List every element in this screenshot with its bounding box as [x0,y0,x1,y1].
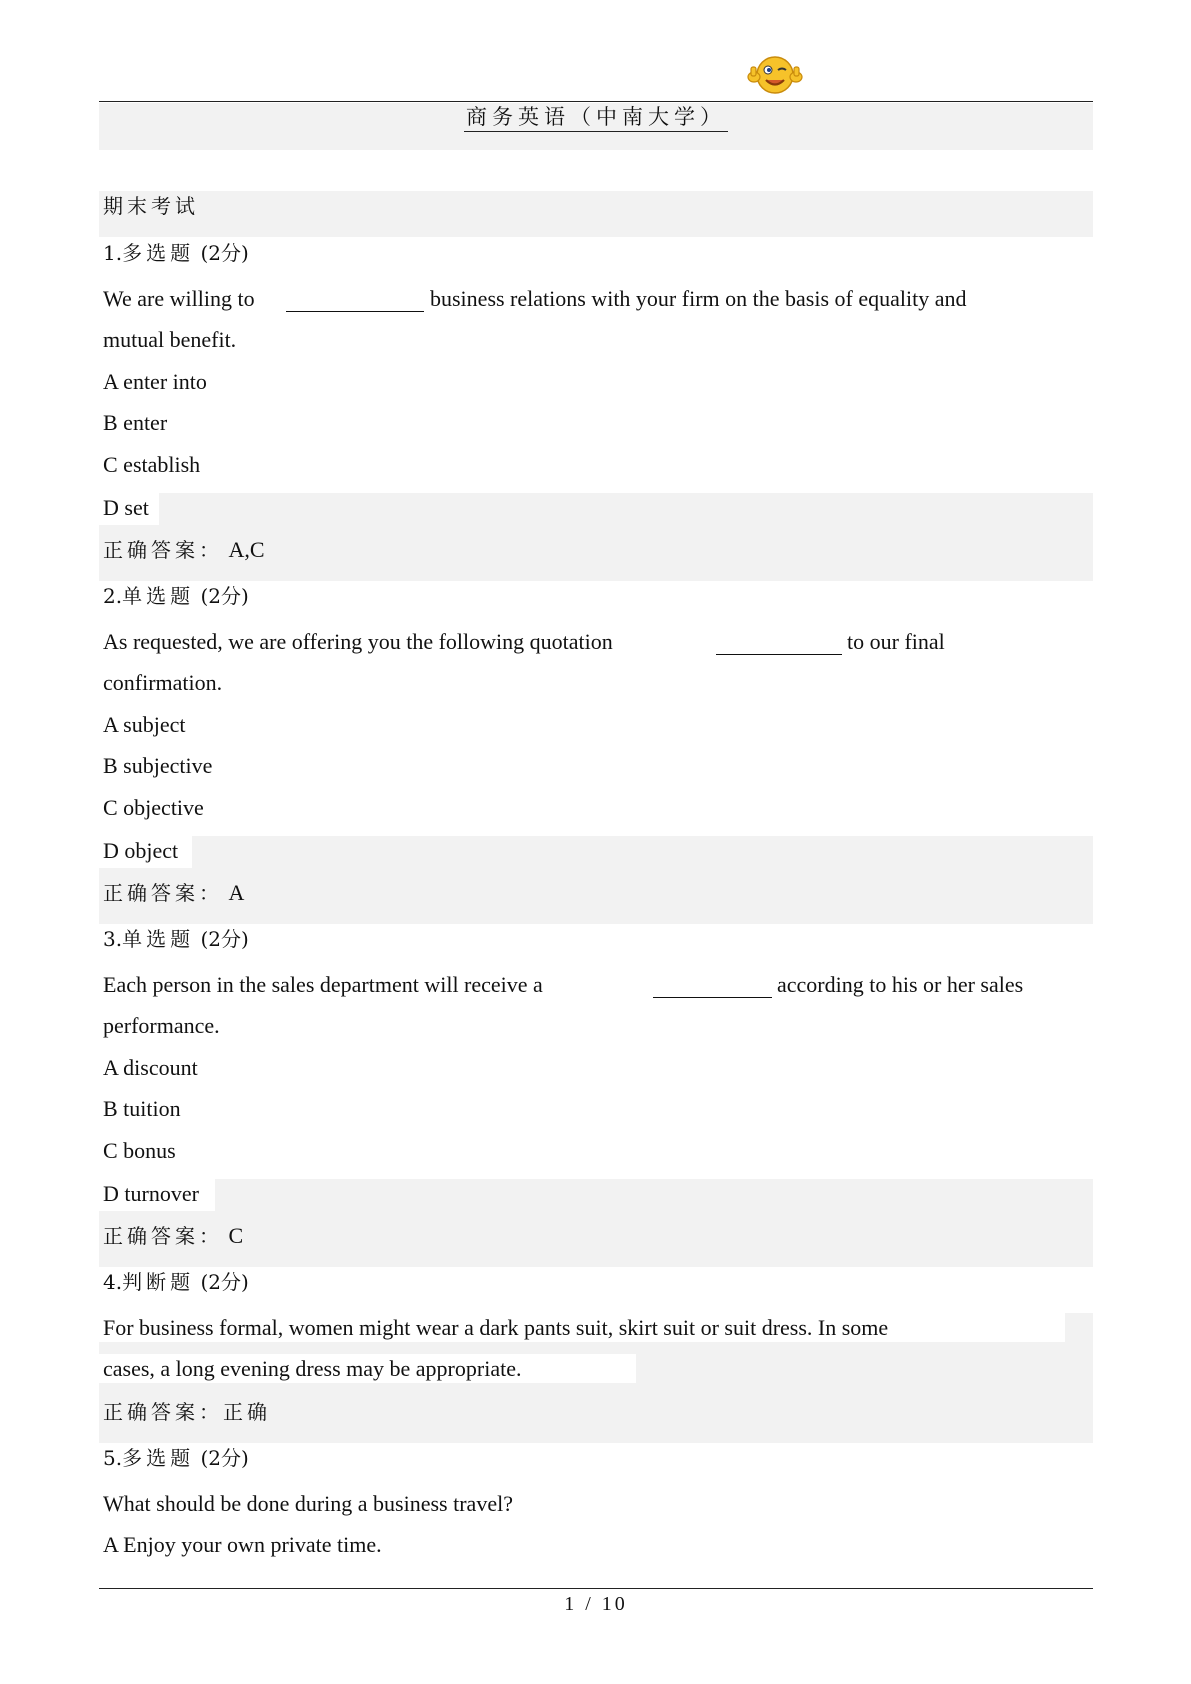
question-2-stem-c: confirmation. [103,670,223,695]
question-points: (2分) [200,584,249,608]
document-title-text: 商务英语（中南大学） [464,105,728,132]
question-2-option-b: B subjective [103,753,213,778]
question-2-heading [103,581,249,611]
question-3-option-d: D turnover [103,1181,199,1206]
question-1-answer [103,535,265,565]
question-1-option-d: D set [103,495,149,520]
answer-value: 正确 [223,1400,271,1424]
question-2-answer [103,878,244,908]
question-3-stem-c: performance. [103,1013,220,1038]
question-2-option-d: D object [103,838,179,863]
question-type: 多选题 [122,241,195,265]
answer-label: 正确答案： [103,1224,223,1248]
question-5-stem-a: What should be done during a business travel? [103,1491,513,1516]
question-3-answer [103,1221,243,1251]
page-number: 1 / 10 [564,1593,628,1615]
question-points: (2分) [200,927,249,951]
question-3-option-c: C bonus [103,1138,176,1163]
question-4-stem-c: cases, a long evening dress may be appropriate. [103,1356,522,1381]
question-type: 单选题 [122,584,195,608]
question-1-blank [286,311,424,312]
section-title: 期末考试 [103,194,199,218]
answer-label: 正确答案： [103,1400,223,1424]
question-2-stem-b: to our final [847,629,945,654]
question-number: 4. [103,1270,123,1294]
question-4-answer [103,1397,271,1427]
question-points: (2分) [200,241,249,265]
question-type: 单选题 [122,927,195,951]
document-title [99,103,1093,131]
question-2-option-a: A subject [103,712,186,737]
question-points: (2分) [200,1446,249,1470]
question-number: 3. [103,927,123,951]
question-2-blank [716,654,842,655]
question-1-option-c: C establish [103,452,201,477]
question-number: 1. [103,241,123,265]
question-5-option-a: A Enjoy your own private time. [103,1532,382,1557]
question-type: 多选题 [122,1446,195,1470]
question-type: 判断题 [122,1270,195,1294]
answer-label: 正确答案： [103,881,223,905]
question-1-heading [103,238,249,268]
section-band [99,191,1093,237]
question-5-heading [103,1443,249,1473]
question-points: (2分) [200,1270,249,1294]
question-number: 2. [103,584,123,608]
thumbs-up-smiley-icon [745,50,805,98]
answer-label: 正确答案： [103,538,223,562]
question-1-stem-a: We are willing to [103,286,255,311]
answer-value: A [228,880,245,905]
footer-rule [99,1588,1093,1589]
question-3-answer-band [99,1179,1093,1267]
question-3-stem-a: Each person in the sales department will receive a [103,972,543,997]
question-1-option-a: A enter into [103,369,207,394]
answer-value: C [228,1223,244,1248]
question-4-heading [103,1267,249,1297]
question-1-stem-c: mutual benefit. [103,327,237,352]
question-2-answer-band [99,836,1093,924]
answer-value: A,C [228,537,265,562]
header-rule [99,101,1093,102]
question-1-stem-b: business relations with your firm on the basis of equality and [430,286,967,311]
question-3-option-b: B tuition [103,1096,181,1121]
question-3-heading [103,924,249,954]
question-number: 5. [103,1446,123,1470]
question-4-stem-a: For business formal, women might wear a dark pants suit, skirt suit or suit dress. In some [103,1315,889,1340]
question-3-blank [653,997,772,998]
question-2-option-c: C objective [103,795,204,820]
question-2-stem-a: As requested, we are offering you the following quotation [103,629,613,654]
question-3-stem-b: according to his or her sales [777,972,1024,997]
question-3-option-a: A discount [103,1055,198,1080]
question-1-option-b: B enter [103,410,168,435]
